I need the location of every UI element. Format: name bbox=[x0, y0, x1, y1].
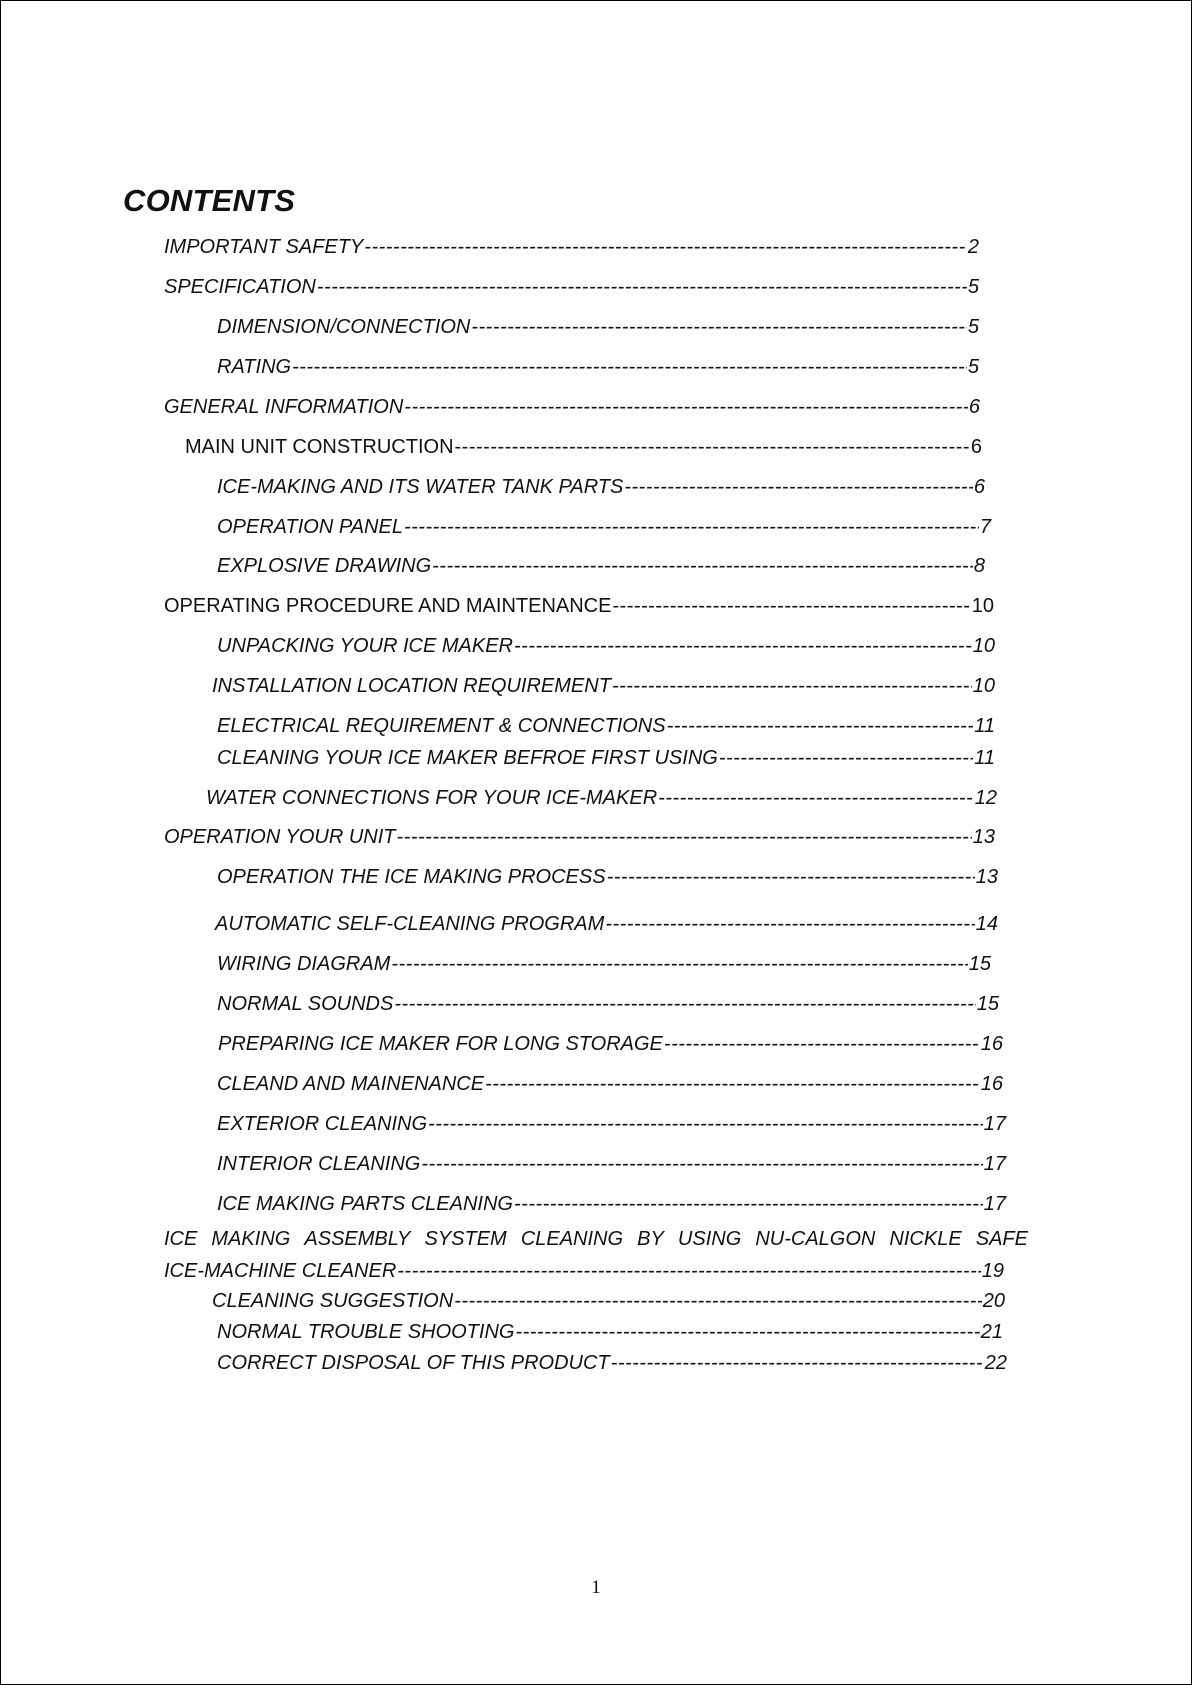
dot-leader bbox=[404, 515, 979, 539]
toc-entry-label: IMPORTANT SAFETY bbox=[164, 236, 364, 258]
toc-entry bbox=[217, 865, 998, 889]
dot-leader bbox=[514, 634, 972, 658]
toc-entry-page: 11 bbox=[974, 715, 995, 737]
toc-entry-label: OPERATION YOUR UNIT bbox=[164, 826, 396, 848]
toc-entry-label: AUTOMATIC SELF-CLEANING PROGRAM bbox=[215, 913, 605, 935]
toc-entry bbox=[217, 1112, 1006, 1136]
dot-leader bbox=[485, 1072, 980, 1096]
toc-entry-page: 10 bbox=[972, 635, 995, 657]
dot-leader bbox=[624, 475, 973, 499]
toc-entry-page: 15 bbox=[976, 993, 999, 1015]
toc-entry-label: GENERAL INFORMATION bbox=[164, 396, 404, 418]
toc-entry-label: OPERATION THE ICE MAKING PROCESS bbox=[217, 866, 606, 888]
toc-entry-label: CLEANING SUGGESTION bbox=[212, 1290, 454, 1312]
toc-entry-label: ELECTRICAL REQUIREMENT & CONNECTIONS bbox=[217, 715, 666, 737]
dot-leader bbox=[658, 786, 974, 810]
toc-long-heading-word: CLEANING bbox=[520, 1228, 624, 1250]
toc-long-heading-word: MAKING bbox=[211, 1228, 291, 1250]
page-number: 1 bbox=[591, 1577, 601, 1598]
dot-leader bbox=[317, 275, 967, 299]
toc-entry-label: UNPACKING YOUR ICE MAKER bbox=[217, 635, 513, 657]
toc-entry bbox=[217, 315, 979, 339]
toc-entry-label: PREPARING ICE MAKER FOR LONG STORAGE bbox=[218, 1033, 663, 1055]
toc-entry-page: 11 bbox=[974, 747, 995, 769]
toc-entry-page: 15 bbox=[968, 953, 991, 975]
dot-leader bbox=[428, 1112, 983, 1136]
toc-entry-label: CLEAND AND MAINENANCE bbox=[217, 1073, 485, 1095]
toc-entry bbox=[164, 395, 980, 419]
toc-long-heading-word: BY bbox=[637, 1228, 664, 1250]
toc-entry-page: 10 bbox=[972, 675, 995, 697]
dot-leader bbox=[471, 315, 967, 339]
toc-entry-page: 20 bbox=[982, 1290, 1005, 1312]
dot-leader bbox=[515, 1320, 979, 1344]
dot-leader bbox=[454, 1289, 982, 1313]
dot-leader bbox=[364, 235, 967, 259]
toc-entry-label: CLEANING YOUR ICE MAKER BEFROE FIRST USING bbox=[217, 747, 718, 769]
toc-entry-page: 2 bbox=[967, 236, 979, 258]
dot-leader bbox=[667, 714, 974, 738]
toc-entry-page: 17 bbox=[983, 1153, 1006, 1175]
toc-long-heading-word: ASSEMBLY bbox=[304, 1228, 411, 1250]
dot-leader bbox=[611, 1351, 984, 1375]
dot-leader bbox=[612, 594, 970, 618]
toc-entry bbox=[217, 714, 995, 738]
toc-entry-label: OPERATING PROCEDURE AND MAINTENANCE bbox=[164, 595, 612, 617]
toc-entry-label: WATER CONNECTIONS FOR YOUR ICE-MAKER bbox=[206, 787, 658, 809]
toc-long-heading-word: ICE bbox=[164, 1228, 198, 1250]
toc-entry-label: NORMAL SOUNDS bbox=[217, 993, 394, 1015]
toc-entry-page: 13 bbox=[975, 866, 998, 888]
toc-entry-label: SPECIFICATION bbox=[164, 276, 316, 298]
dot-leader bbox=[391, 952, 967, 976]
dot-leader bbox=[404, 395, 968, 419]
toc-entry-page: 22 bbox=[984, 1352, 1007, 1374]
toc-entry bbox=[217, 1152, 1006, 1176]
dot-leader bbox=[432, 554, 973, 578]
toc-long-heading-word: SAFE bbox=[975, 1228, 1028, 1250]
toc-entry-page: 17 bbox=[983, 1113, 1006, 1135]
dot-leader bbox=[292, 355, 967, 379]
toc-entry bbox=[164, 1259, 1004, 1283]
toc-entry-page: 6 bbox=[973, 476, 985, 498]
dot-leader bbox=[397, 1259, 980, 1283]
toc-entry-page: 19 bbox=[981, 1260, 1004, 1282]
dot-leader bbox=[394, 992, 975, 1016]
toc-entry-page: 14 bbox=[975, 913, 998, 935]
toc-entry bbox=[218, 1032, 1003, 1056]
toc-entry-page: 6 bbox=[970, 436, 982, 458]
toc-entry bbox=[217, 554, 985, 578]
toc-entry-label: INSTALLATION LOCATION REQUIREMENT bbox=[212, 675, 611, 697]
toc-entry-label: RATING bbox=[217, 356, 292, 378]
page-title: CONTENTS bbox=[123, 183, 296, 218]
dot-leader bbox=[421, 1152, 982, 1176]
toc-entry-label: ICE MAKING PARTS CLEANING bbox=[217, 1193, 513, 1215]
dot-leader bbox=[719, 746, 973, 770]
toc-long-heading-word: NU-CALGON bbox=[755, 1228, 876, 1250]
dot-leader bbox=[455, 435, 970, 459]
toc-entry-page: 5 bbox=[967, 356, 979, 378]
toc-entry-page: 21 bbox=[980, 1321, 1003, 1343]
toc-entry bbox=[206, 786, 997, 810]
toc-entry-label: ICE-MACHINE CLEANER bbox=[164, 1260, 397, 1282]
toc-entry bbox=[217, 1320, 1003, 1344]
toc-entry bbox=[217, 992, 999, 1016]
toc-long-heading-word: SYSTEM bbox=[424, 1228, 507, 1250]
toc-entry-label: WIRING DIAGRAM bbox=[217, 953, 391, 975]
toc-entry bbox=[212, 1289, 1005, 1313]
toc-entry bbox=[164, 825, 995, 849]
toc-long-heading-word: USING bbox=[677, 1228, 742, 1250]
toc-entry-page: 7 bbox=[979, 516, 991, 538]
toc-entry-label: ICE-MAKING AND ITS WATER TANK PARTS bbox=[217, 476, 624, 498]
toc-long-heading-word: NICKLE bbox=[889, 1228, 962, 1250]
dot-leader bbox=[607, 865, 975, 889]
toc-entry-page: 16 bbox=[980, 1033, 1003, 1055]
toc-entry bbox=[217, 1072, 1003, 1096]
toc-entry-page: 8 bbox=[973, 555, 985, 577]
toc-entry bbox=[217, 634, 995, 658]
toc-entry-label: CORRECT DISPOSAL OF THIS PRODUCT bbox=[217, 1352, 610, 1374]
dot-leader bbox=[605, 912, 974, 936]
dot-leader bbox=[664, 1032, 980, 1056]
dot-leader bbox=[612, 674, 972, 698]
toc-entry bbox=[217, 746, 995, 770]
toc-entry-page: 6 bbox=[968, 396, 980, 418]
toc-entry bbox=[185, 435, 982, 459]
toc-entry-page: 17 bbox=[983, 1193, 1006, 1215]
toc-entry bbox=[217, 1351, 1007, 1375]
toc-entry bbox=[217, 952, 991, 976]
table-of-contents bbox=[1, 1, 1191, 1684]
toc-entry-label: EXPLOSIVE DRAWING bbox=[217, 555, 432, 577]
dot-leader bbox=[514, 1192, 983, 1216]
toc-entry bbox=[164, 594, 994, 618]
toc-entry-page: 10 bbox=[971, 595, 994, 617]
toc-entry-page: 5 bbox=[967, 276, 979, 298]
toc-entry-page: 5 bbox=[967, 316, 979, 338]
toc-entry bbox=[212, 674, 995, 698]
toc-entry bbox=[217, 1192, 1006, 1216]
toc-long-heading bbox=[164, 1227, 1028, 1251]
toc-entry-label: INTERIOR CLEANING bbox=[217, 1153, 421, 1175]
toc-entry-label: OPERATION PANEL bbox=[217, 516, 403, 538]
toc-entry-page: 13 bbox=[972, 826, 995, 848]
toc-entry bbox=[164, 235, 979, 259]
toc-entry bbox=[217, 355, 979, 379]
toc-entry-label: MAIN UNIT CONSTRUCTION bbox=[185, 436, 454, 458]
toc-entry-label: EXTERIOR CLEANING bbox=[217, 1113, 428, 1135]
dot-leader bbox=[397, 825, 972, 849]
toc-entry bbox=[217, 515, 991, 539]
toc-entry-label: DIMENSION/CONNECTION bbox=[217, 316, 471, 338]
toc-entry bbox=[215, 912, 998, 936]
toc-entry bbox=[164, 275, 979, 299]
toc-entry bbox=[217, 475, 985, 499]
toc-entry-page: 16 bbox=[980, 1073, 1003, 1095]
toc-entry-label: NORMAL TROUBLE SHOOTING bbox=[217, 1321, 515, 1343]
toc-entry-page: 12 bbox=[974, 787, 997, 809]
